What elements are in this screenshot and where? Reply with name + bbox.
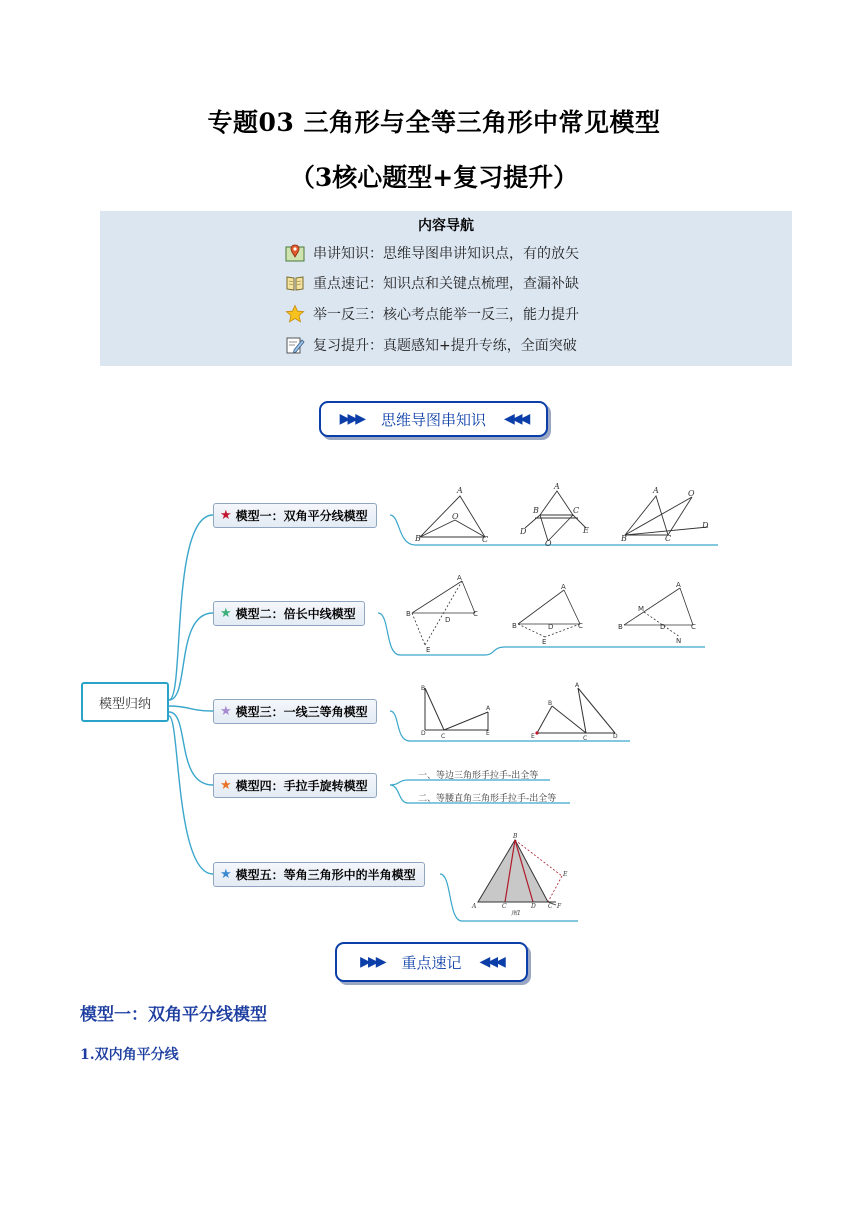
model5-figure: [478, 840, 562, 905]
svg-text:C: C: [482, 535, 489, 544]
nav-heading: 内容导航: [418, 218, 474, 234]
banner-label: 重点速记: [401, 953, 462, 972]
triple-right-arrow-icon: ▶▶▶: [339, 411, 363, 427]
svg-text:B: B: [548, 700, 553, 707]
svg-text:D: D: [548, 623, 554, 631]
svg-text:B: B: [513, 833, 518, 840]
svg-text:C: C: [573, 506, 580, 515]
model3-point-mark: [535, 731, 538, 734]
svg-text:图1: 图1: [511, 910, 521, 917]
node-label: 模型四：手拉手旋转模型: [235, 779, 368, 793]
node-label: 模型三：一线三等角模型: [235, 705, 368, 719]
model2-labels: [406, 574, 696, 654]
svg-text:E: E: [531, 733, 535, 740]
svg-text:D: D: [660, 623, 666, 631]
nav-item-label: 重点速记：知识点和关键点梳理，查漏补缺: [313, 276, 579, 292]
svg-text:D: D: [613, 733, 618, 740]
svg-text:A: A: [554, 482, 560, 491]
mindmap-connectors: [169, 515, 213, 874]
model4-sub-1: 一、等边三角形手拉手-出全等: [418, 771, 539, 781]
svg-text:A: A: [575, 682, 580, 689]
svg-text:D: D: [702, 521, 709, 530]
star-icon: ★: [220, 704, 232, 719]
svg-text:B: B: [618, 623, 623, 631]
model4-sub-2: 二、等腰直角三角形手拉手-出全等: [418, 794, 557, 804]
mindmap-node-model1: [213, 503, 377, 528]
svg-text:C: C: [583, 735, 588, 742]
svg-text:C: C: [441, 733, 446, 740]
svg-text:C: C: [691, 623, 696, 631]
svg-text:B: B: [621, 534, 627, 543]
svg-text:A: A: [472, 903, 477, 910]
model2-figures: [412, 581, 693, 645]
svg-text:D: D: [445, 616, 451, 624]
mindmap-root-node: 模型归纳: [81, 682, 169, 722]
model1-heading: 模型一：双角平分线模型: [80, 1005, 267, 1025]
star-icon: ★: [220, 508, 232, 523]
svg-text:E: E: [486, 730, 490, 737]
nav-item-label: 复习提升：真题感知+提升专练，全面突破: [313, 338, 577, 354]
triple-left-arrow-icon: ◀◀◀: [504, 411, 528, 427]
svg-text:O: O: [545, 539, 552, 548]
svg-text:E: E: [426, 646, 431, 654]
svg-text:C: C: [665, 534, 672, 543]
node-label: 模型二：倍长中线模型: [235, 607, 356, 621]
banner-label: 思维导图串知识: [380, 410, 486, 429]
svg-text:C: C: [578, 622, 583, 630]
nav-item-label: 串讲知识：思维导图串讲知识点，有的放矢: [313, 246, 579, 262]
star-icon: ★: [220, 778, 232, 793]
svg-text:A: A: [486, 705, 491, 712]
svg-text:A: A: [457, 574, 462, 582]
mindmap-node-model3: [213, 699, 377, 724]
svg-text:E: E: [542, 638, 547, 646]
svg-text:D: D: [421, 730, 426, 737]
svg-text:F: F: [557, 903, 562, 910]
model3-figures: [425, 688, 615, 733]
svg-text:A: A: [457, 486, 463, 495]
triple-right-arrow-icon: ▶▶▶: [360, 954, 384, 970]
node-label: 模型一：双角平分线模型: [235, 509, 368, 523]
svg-text:B: B: [415, 534, 421, 543]
model1-subheading: 1.双内角平分线: [80, 1047, 179, 1063]
section-banner-keypoints: [335, 942, 528, 982]
node-label: 模型五：等角三角形中的半角模型: [235, 868, 416, 882]
mindmap-node-model2: [213, 601, 365, 626]
triple-left-arrow-icon: ◀◀◀: [479, 954, 503, 970]
svg-text:D: D: [520, 527, 527, 536]
mindmap-node-model4: [213, 773, 377, 798]
svg-text:B: B: [533, 506, 539, 515]
nav-item-label: 举一反三：核心考点能举一反三，能力提升: [313, 307, 579, 323]
svg-text:O: O: [688, 489, 695, 498]
document-title: 专题03 三角形与全等三角形中常见模型: [207, 108, 661, 137]
svg-text:M: M: [638, 605, 645, 613]
svg-text:B: B: [512, 622, 517, 630]
star-icon: ★: [220, 867, 232, 882]
document-subtitle: （3核心题型+复习提升）: [289, 163, 579, 192]
svg-text:A: A: [653, 486, 659, 495]
svg-text:N: N: [676, 637, 682, 645]
branch-lines: [378, 515, 718, 921]
svg-text:O: O: [452, 512, 459, 521]
svg-text:D: D: [531, 903, 536, 910]
svg-text:E: E: [583, 526, 589, 535]
mindmap-node-model5: [213, 862, 425, 887]
svg-text:B: B: [406, 610, 411, 618]
star-icon: ★: [220, 606, 232, 621]
svg-text:A: A: [676, 581, 681, 589]
svg-text:C: C: [473, 610, 478, 618]
svg-text:A: A: [561, 583, 566, 591]
svg-text:C: C: [502, 903, 507, 910]
svg-text:E: E: [563, 871, 568, 878]
svg-text:C: C: [548, 903, 553, 910]
svg-text:B: B: [421, 685, 426, 692]
